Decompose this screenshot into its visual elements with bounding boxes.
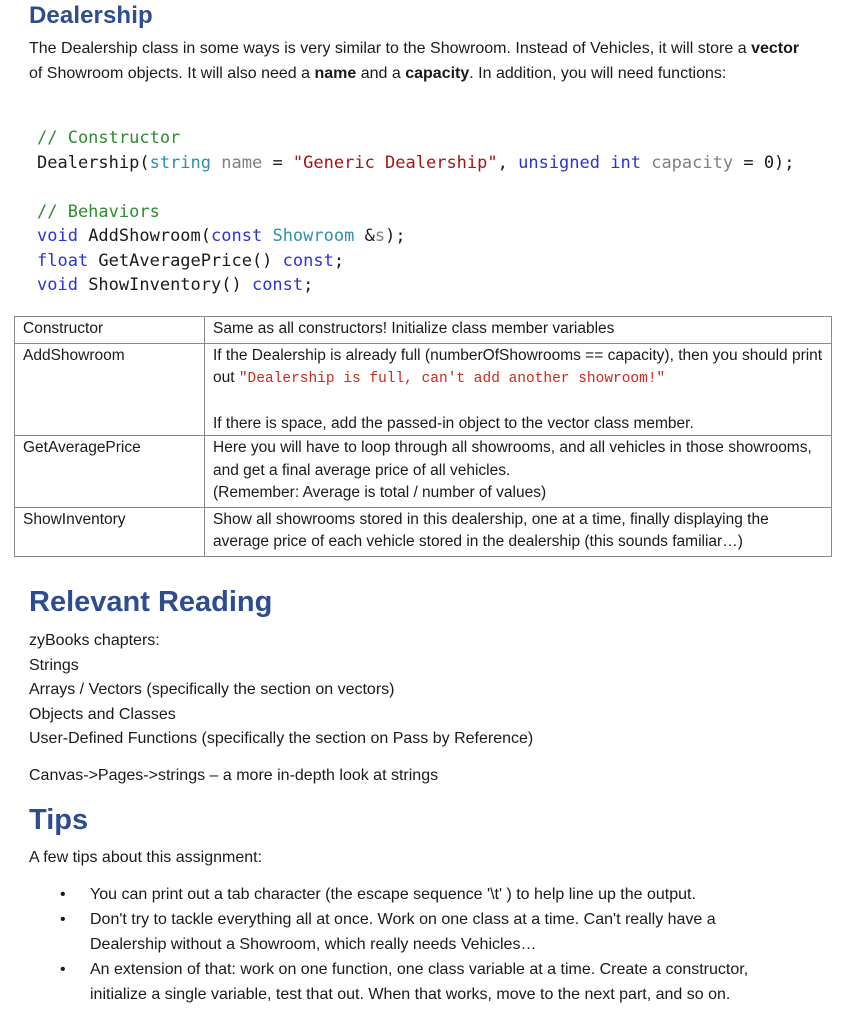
reading-line: zyBooks chapters: bbox=[29, 632, 160, 649]
code-constructor-signature: Dealership(string name = "Generic Dealership", unsigned int capacity = 0); bbox=[37, 153, 795, 173]
table-row bbox=[15, 343, 832, 436]
table-row bbox=[15, 317, 832, 344]
reading-line: Objects and Classes bbox=[29, 705, 176, 723]
function-desc-cell: Same as all constructors! Initialize class member variables bbox=[205, 317, 832, 344]
function-desc-cell: If the Dealership is already full (numberOfShowrooms == capacity), then you should print out "Dealership is full, can't add another showroom!" If there is space, add the passed-in object to the vector class member. bbox=[205, 343, 832, 436]
capacity-term: capacity bbox=[405, 65, 470, 82]
code-show-inventory: void ShowInventory() const; bbox=[37, 275, 314, 295]
tips-intro: A few tips about this assignment: bbox=[29, 849, 263, 866]
table-row bbox=[15, 507, 832, 556]
function-name-cell: Constructor bbox=[15, 317, 205, 344]
reading-list bbox=[29, 629, 533, 752]
relevant-reading-heading: Relevant Reading bbox=[29, 586, 273, 618]
function-desc-cell: Here you will have to loop through all showrooms, and all vehicles in those showrooms, and get a final average price of all vehicles. (Remember: Average is total / number of values) bbox=[205, 436, 832, 508]
reading-line: Strings bbox=[29, 656, 79, 674]
function-desc-cell: Show all showrooms stored in this dealership, one at a time, finally displaying the average price of each vehicle stored in the dealership (this sounds familiar…) bbox=[205, 507, 832, 556]
list-item: • An extension of that: work on one function, one class variable at a time. Create a constructor, initialize a single variable, test that out. When that works, move to the next part, and so on. bbox=[60, 957, 780, 1007]
reading-line: Arrays / Vectors (specifically the section on vectors) bbox=[29, 681, 395, 698]
tips-list bbox=[60, 882, 780, 1007]
list-item: • Don't try to tackle everything all at once. Work on one class at a time. Can't really have a Dealership without a Showroom, which really needs Vehicles… bbox=[60, 907, 780, 957]
dealership-intro: The Dealership class in some ways is very similar to the Showroom. Instead of Vehicles, it will store a vector of Showroom objects. It will also need a name and a capacity. In addition, you will need functions: bbox=[29, 40, 800, 82]
function-name-cell: GetAveragePrice bbox=[15, 436, 205, 508]
bullet-icon: • bbox=[60, 911, 66, 928]
tips-heading: Tips bbox=[29, 804, 89, 836]
function-description-table bbox=[14, 316, 832, 557]
list-item: • You can print out a tab character (the escape sequence '\t' ) to help line up the output. bbox=[60, 882, 780, 907]
dealership-heading: Dealership bbox=[29, 2, 153, 29]
code-comment-behaviors: // Behaviors bbox=[37, 202, 160, 222]
function-name-cell: ShowInventory bbox=[15, 507, 205, 556]
code-comment-constructor: // Constructor bbox=[37, 128, 181, 148]
function-name-cell: AddShowroom bbox=[15, 343, 205, 436]
inline-code-message: "Dealership is full, can't add another showroom!" bbox=[238, 371, 666, 387]
name-term: name bbox=[314, 65, 357, 82]
reading-line: User-Defined Functions (specifically the section on Pass by Reference) bbox=[29, 730, 534, 747]
bullet-icon: • bbox=[60, 961, 66, 978]
table-row bbox=[15, 436, 832, 508]
bullet-icon: • bbox=[60, 886, 66, 903]
canvas-reading-line: Canvas->Pages->strings – a more in-depth look at strings bbox=[29, 767, 439, 784]
code-add-showroom: void AddShowroom(const Showroom &s); bbox=[37, 226, 406, 246]
vector-term: vector bbox=[751, 40, 800, 57]
code-get-average-price: float GetAveragePrice() const; bbox=[37, 251, 345, 271]
